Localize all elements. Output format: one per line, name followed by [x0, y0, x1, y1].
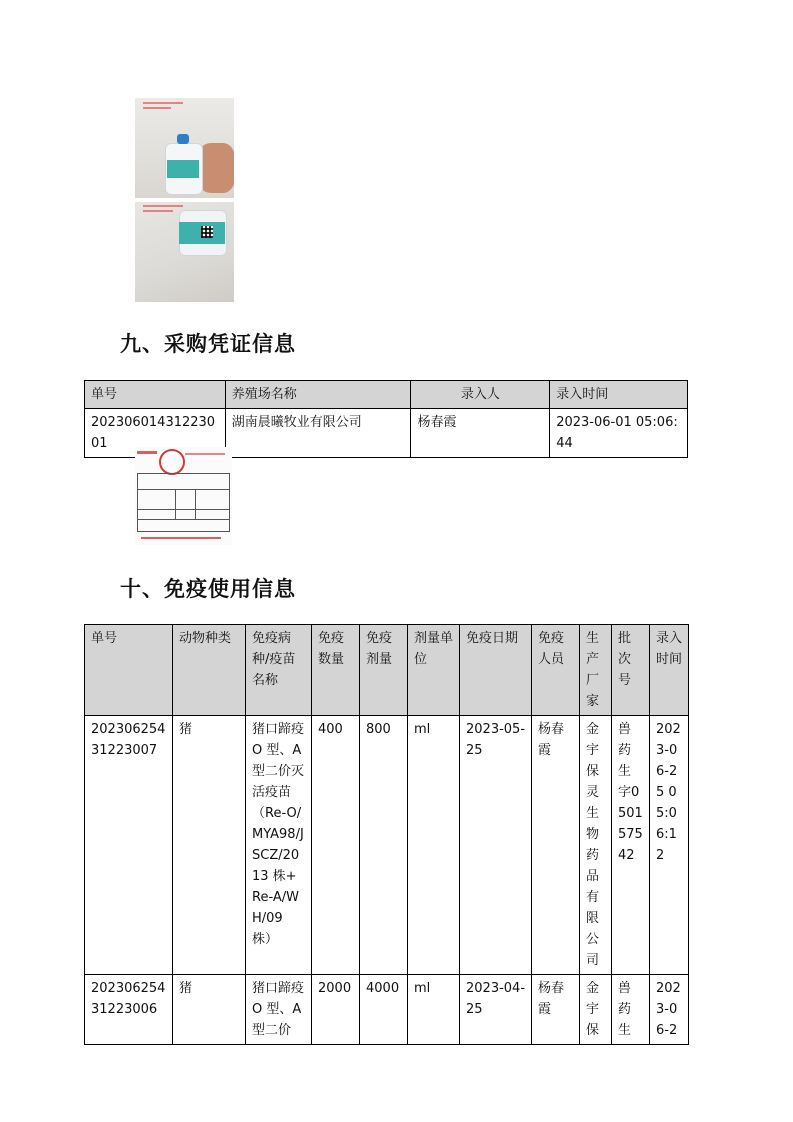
header-cell: 养殖场名称: [225, 381, 411, 409]
bottle-cap: [177, 134, 189, 144]
receipt-red-text: [141, 537, 221, 539]
table-cell: 猪口蹄疫 O 型、A 型二价: [246, 975, 312, 1045]
table-cell: 湖南晨曦牧业有限公司: [225, 409, 411, 458]
official-stamp: [159, 449, 185, 475]
table-cell: 杨春霞: [532, 975, 580, 1045]
header-cell: 单号: [85, 625, 173, 716]
table-cell: 金宇保: [580, 975, 612, 1045]
table-cell: ml: [408, 716, 460, 975]
table-cell: 2023-06-2: [650, 975, 689, 1045]
photo-watermark: [143, 205, 183, 207]
header-cell: 免疫数量: [312, 625, 360, 716]
receipt-line: [137, 473, 230, 474]
header-cell: 录入时间: [550, 381, 688, 409]
section10-title: 十、免疫使用信息: [120, 577, 296, 601]
table-cell: 猪: [173, 975, 246, 1045]
header-cell: 动物种类: [173, 625, 246, 716]
vaccine-bottle-photo-1: [135, 98, 234, 198]
header-cell: 生产厂家: [580, 625, 612, 716]
bottle-label: [167, 160, 199, 178]
section9-title: 九、采购凭证信息: [120, 332, 296, 356]
header-cell: 录入人: [411, 381, 550, 409]
table-header-row: [85, 381, 688, 409]
header-cell: 免疫剂量: [360, 625, 408, 716]
header-cell: 免疫日期: [460, 625, 532, 716]
table-header-row: [85, 625, 689, 716]
photo-watermark: [143, 107, 171, 109]
table-cell: 2023-06-01 05:06:44: [550, 409, 688, 458]
receipt-line: [137, 473, 138, 531]
table-cell: 20230625431223006: [85, 975, 173, 1045]
table-cell: 800: [360, 716, 408, 975]
photo-watermark: [143, 210, 173, 212]
table-cell: 杨春霞: [532, 716, 580, 975]
purchase-receipt-image: [135, 447, 232, 545]
header-cell: 录入时间: [650, 625, 689, 716]
photo-watermark: [143, 102, 183, 104]
receipt-red-text: [137, 451, 157, 454]
receipt-line: [137, 489, 230, 490]
table-cell: 猪口蹄疫 O 型、A 型二价灭活疫苗（Re-O/MYA98/JSCZ/2013 株+Re-A/WH/09 株）: [246, 716, 312, 975]
table-cell: 2023-04-25: [460, 975, 532, 1045]
table-cell: 400: [312, 716, 360, 975]
vaccine-bottle-photo-2: [135, 202, 234, 302]
table-cell: 杨春霞: [411, 409, 550, 458]
table-cell: 兽药生: [612, 975, 650, 1045]
header-cell: 批次号: [612, 625, 650, 716]
receipt-line: [175, 489, 176, 519]
receipt-line: [229, 473, 230, 531]
header-cell: 免疫病种/疫苗名称: [246, 625, 312, 716]
receipt-line: [137, 509, 230, 510]
table-row: [85, 716, 689, 975]
table-cell: 金宇保灵生物药品有限公司: [580, 716, 612, 975]
immunization-table: [84, 624, 689, 1045]
table-cell: 4000: [360, 975, 408, 1045]
receipt-line: [137, 519, 230, 520]
table-row: [85, 975, 689, 1045]
header-cell: 剂量单位: [408, 625, 460, 716]
header-cell: 免疫人员: [532, 625, 580, 716]
receipt-line: [137, 531, 230, 532]
table-cell: 20230601431223001: [85, 409, 226, 458]
qr-code: [201, 226, 213, 238]
table-cell: ml: [408, 975, 460, 1045]
table-cell: 20230625431223007: [85, 716, 173, 975]
table-cell: 猪: [173, 716, 246, 975]
receipt-line: [195, 489, 196, 519]
table-cell: 兽药生字050157542: [612, 716, 650, 975]
header-cell: 单号: [85, 381, 226, 409]
table-cell: 2000: [312, 975, 360, 1045]
receipt-red-text: [185, 453, 225, 455]
table-cell: 2023-05-25: [460, 716, 532, 975]
table-cell: 2023-06-25 05:06:12: [650, 716, 689, 975]
